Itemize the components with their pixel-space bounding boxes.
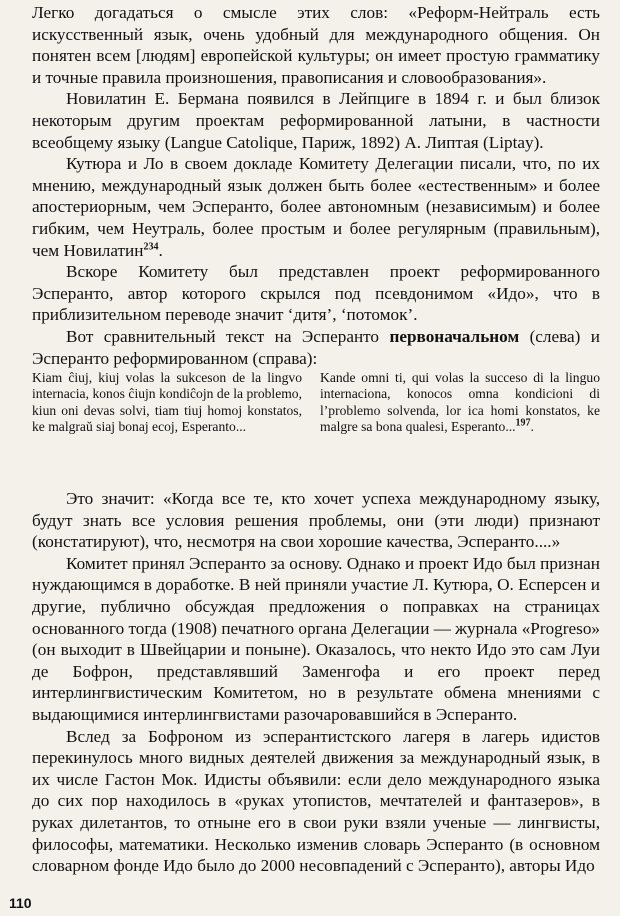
paragraph-comparison-intro: [32, 326, 600, 369]
paragraph-translation: Это значит: «Когда все те, кто хочет успеха международному языку, будут знать все условия решения проблемы, они (эти люди) признают (констатируют), что, несмотря на свои хорошие качества, Эсперанто....»: [32, 489, 600, 552]
page-number: 110: [9, 895, 32, 911]
upper-text: [32, 2, 600, 369]
comparison-intro-end: (слева) и Эсперанто реформированном (справа):: [32, 326, 600, 368]
comparison-intro-emphasis: первоначальном: [389, 326, 520, 346]
paragraph-couturat-leau-text: Кутюра и Ло в своем докладе Комитету Делегации писали, что, по их мнению, международный язык должен быть более «естественным» и более апостериорным, чем Эсперанто, более автономным (независимым) и более гибким, чем Неутраль, более простым и более регулярным (правильным), чем Новилатин: [32, 154, 600, 260]
esperanto-reformed-text: Kande omni ti, qui volas la succeso di la linguo internaciona, konocos omna kondicioni di l’problemo solvenda, lor ica homi konstatos, ke malgre sa bona qualesi, Esperanto...: [320, 370, 600, 434]
paragraph-committee-decision: Комитет принял Эсперанто за основу. Однако и проект Идо был признан нуждающимся в доработке. В ней приняли участие Л. Кутюра, О. Есперсен и другие, публично обсуждая предложения о поправках на страницах основанного тогда (1908) печатного органа Делегации — журнала «Progreso» (он выходит в Швейцарии и поныне). Оказалось, что некто Идо это сам Луи де Бофрон, представлявший Заменгофа и его проект перед интерлингвистическим Комитетом, но в результате обмена мнениями с выдающимися интерлингвистами разочаровавшийся в Эсперанто.: [32, 553, 601, 724]
paragraph-couturat-leau-end: .: [158, 240, 163, 260]
paragraph-novilatin: Новилатин Е. Бермана появился в Лейпциге в 1894 г. и был близок некоторым другим проектам реформированной латыни, в частности всеобщему языку (Langue Catolique, Париж, 1892) А. Липтая (Liptay).: [32, 89, 600, 152]
comparison-intro-start: Вот сравнительный текст на Эсперанто: [66, 326, 390, 346]
footnote-ref-197: 197: [515, 417, 531, 429]
paragraph-idists: Вслед за Бофроном из эсперантистского лагеря в лагерь идистов перекинулось много видных деятелей движения за международный язык, в их числе Гастон Мок. Идисты объявили: если дело международного языка до сих пор находилось в «руках утопистов, мечтателей и фантазеров», в руках дилетантов, то отныне его в свои руки взяли ученые — лингвисты, философы, математики. Несколько изменив словарь Эсперанто (в основном словарном фонде Идо было до 2000 несовпадений с Эсперанто), авторы Идо: [32, 726, 600, 876]
paragraph-ido-project: Вскоре Комитету был представлен проект реформированного Эсперанто, автор которого скрылся под псевдонимом «Идо», что в приблизительном переводе значит ‘дитя’, ‘потомок’.: [32, 262, 600, 325]
footnote-ref-234: 234: [143, 240, 159, 252]
lower-text: [32, 488, 600, 877]
paragraph-couturat-leau: [32, 153, 600, 261]
comparison-columns: [32, 370, 600, 470]
esperanto-original-column: Kiam ĉiuj, kiuj volas la sukceson de la lingvo internacia, konos ĉiujn kondiĉojn de la problemo, kiun oni devas solvi, tiam tiuj homoj konstatos, ke malgraŭ siaj bonaj ecoj, Esperanto...: [32, 370, 302, 434]
esperanto-reformed-column: [320, 370, 600, 470]
paragraph-reform-neutral: Легко догадаться о смысле этих слов: «Реформ-Нейтраль есть искусственный язык, очень удобный для международного общения. Он понятен всем [людям] европейской культуры; он имеет простую грамматику и точные правила произношения, правописания и словообразования».: [32, 3, 600, 87]
esperanto-reformed-end: .: [530, 418, 534, 434]
